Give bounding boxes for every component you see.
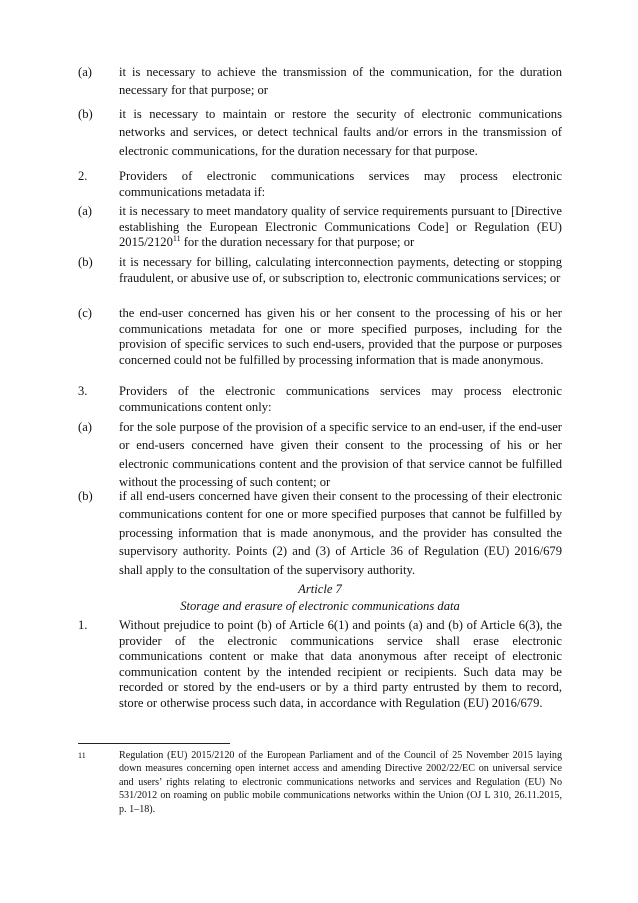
paragraph-text: it is necessary to achieve the transmission of the communication, for the duration necessary for that purpose; or <box>119 65 562 98</box>
paragraph-label: (c) <box>78 306 92 320</box>
paragraph-3a <box>78 418 562 492</box>
paragraph-2a <box>78 204 562 251</box>
paragraph-text: if all end-users concerned have given their consent to the processing of their electronic communications content for one or more specified purposes that cannot be fulfilled by processing information that is made anonymous, and the provider has consulted the supervisory authority. Points (2) and (3) of Article 36 of Regulation (EU) 2016/679 shall apply to the consultation of the supervisory authority. <box>119 489 562 577</box>
footnote-number: 11 <box>78 751 86 760</box>
article-title: Storage and erasure of electronic communications data <box>180 599 460 613</box>
paragraph-3b <box>78 487 562 579</box>
article-heading <box>78 581 562 615</box>
paragraph-label: 1. <box>78 618 88 632</box>
paragraph-2c <box>78 306 562 368</box>
article-paragraph-1 <box>78 618 562 712</box>
paragraph-label: (a) <box>78 420 92 434</box>
paragraph-label: 3. <box>78 384 88 398</box>
paragraph-text: Providers of electronic communications services may process electronic communications metadata if: <box>119 169 562 199</box>
article-number: Article 7 <box>298 582 342 596</box>
paragraph-text: Providers of the electronic communications services may process electronic communications content only: <box>119 384 562 414</box>
footnote-text: Regulation (EU) 2015/2120 of the European Parliament and of the Council of 25 November 2015 laying down measures concerning open internet access and amending Directive 2002/22/EC on universal service and users’ rights relating to electronic communications networks and services and Regulation (EU) No 531/2012 on roaming on public mobile communications networks within the Union (OJ L 310, 26.11.2015, p. 1–18). <box>119 750 562 815</box>
footnote-reference[interactable]: 11 <box>172 234 181 243</box>
paragraph-text: it is necessary for billing, calculating interconnection payments, detecting or stopping fraudulent, or abusive use of, or subscription to, electronic communications services; or <box>119 255 562 285</box>
paragraph-text: it is necessary to maintain or restore the security of electronic communications networks and services, or detect technical faults and/or errors in the transmission of electronic communications, for the duration necessary for that purpose. <box>119 107 562 158</box>
paragraph-label: (b) <box>78 255 93 269</box>
footnote <box>78 749 562 816</box>
paragraph-2b <box>78 255 562 286</box>
paragraph-label: (a) <box>78 204 92 218</box>
paragraph-label: (b) <box>78 107 93 121</box>
paragraph-text: for the sole purpose of the provision of a specific service to an end-user, if the end-user or end-users concerned have given their consent to the processing of his or her electronic communications content and the provision of that service cannot be fulfilled without the processing of such content; or <box>119 420 562 490</box>
paragraph-text-before: it is necessary to meet mandatory quality of service requirements pursuant to [Directive establishing the European Electronic Communications Code] or Regulation (EU) 2015/2120 <box>119 204 562 250</box>
paragraph-text: Without prejudice to point (b) of Article 6(1) and points (a) and (b) of Article 6(3), the provider of the electronic communications service shall erase electronic communications content or make that data anonymous after receipt of electronic communication content by the intended recipient or recipients. Such data may be recorded or stored by the end-users or by a third party entrusted by them to record, store or otherwise process such data, in accordance with Regulation (EU) 2016/679. <box>119 618 562 710</box>
paragraph-2 <box>78 169 562 200</box>
paragraph-3 <box>78 384 562 415</box>
paragraph-1b <box>78 105 562 160</box>
footnote-separator <box>78 743 230 744</box>
paragraph-label: 2. <box>78 169 88 183</box>
paragraph-text-after: for the duration necessary for that purpose; or <box>180 235 415 250</box>
paragraph-1a <box>78 63 562 100</box>
paragraph-label: (a) <box>78 65 92 79</box>
paragraph-label: (b) <box>78 489 93 503</box>
paragraph-text: the end-user concerned has given his or her consent to the processing of his or her communications metadata for one or more specified purposes, including for the provision of specific services to such end-users, provided that the purpose or purposes concerned could not be fulfilled by processing information that is made anonymous. <box>119 306 562 367</box>
paragraph-text <box>119 204 562 251</box>
